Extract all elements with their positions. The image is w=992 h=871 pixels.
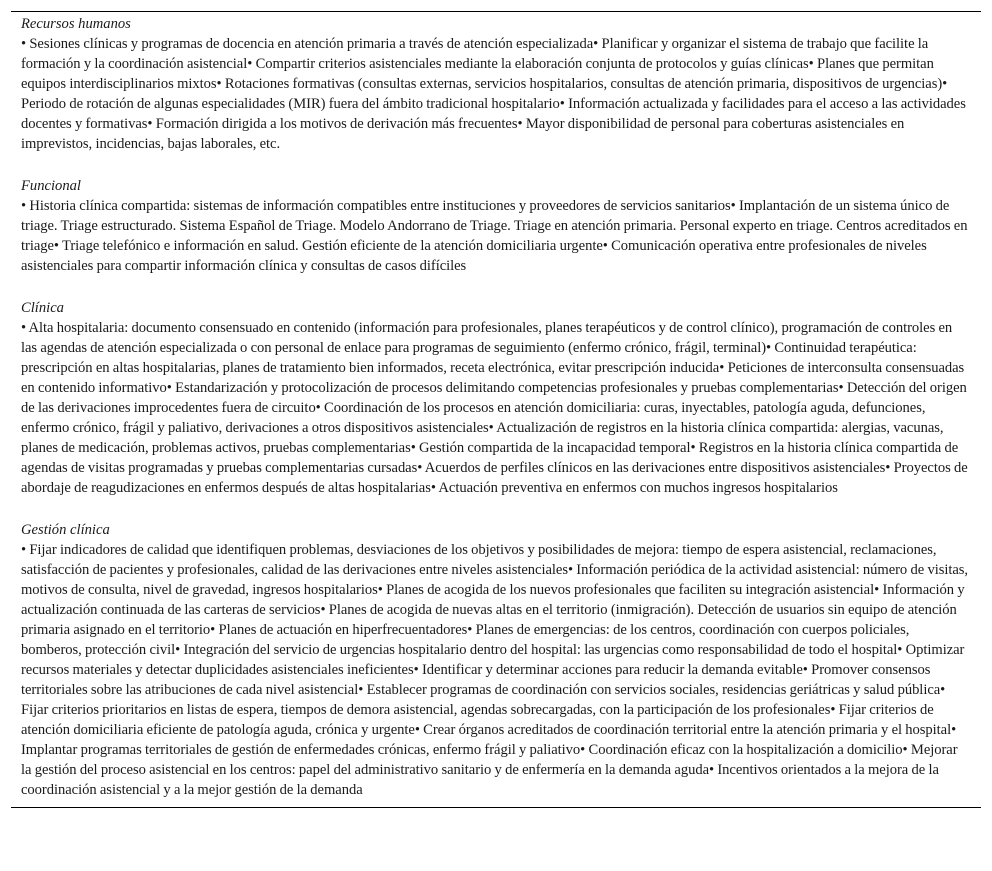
section-text: • Fijar indicadores de calidad que identifiquen problemas, desviaciones de los objetivos y posibilidades de mejora: tiempo de espera asistencial, reclamaciones, satisfacción de pacientes y profesionales, calidad de las derivaciones entre niveles asistenciales• Información periódica de la actividad asistencial: número de visitas, motivos de consulta, nivel de gravedad, ingresos hospitalarios• Planes de acogida de los nuevos profesionales que faciliten su integración asistencial• Información y actualización continuada de las carteras de servicios• Planes de acogida de nuevas altas en el territorio (inmigración). Detección de usuarios sin equipo de atención primaria asignado en el territorio• Planes de actuación en hiperfrecuentadores• Planes de emergencias: de los centros, coordinación con cuerpos policiales, bomberos, protección civil• Integración del servicio de urgencias hospitalario dentro del hospital: las urgencias como responsabilidad de todo el hospital• Optimizar recursos materiales y detectar duplicidades asistenciales ineficientes• Identificar y determinar acciones para reducir la demanda evitable• Promover consensos territoriales sobre las atribuciones de cada nivel asistencial• Establecer programas de coordinación con servicios sociales, residencias geriátricas y salud pública• Fijar criterios prioritarios en listas de espera, tiempos de demora asistencial, agendas sobrecargadas, con la participación de los profesionales• Fijar criterios de atención domiciliaria eficiente de patología aguda, crónica y urgente• Crear órganos acreditados de coordinación territorial entre la atención primaria y el hospital• Implantar programas territoriales de gestión de enfermedades crónicas, enfermo frágil y paliativo• Coordinación eficaz con la hospitalización a domicilio• Mejorar la gestión del proceso asistencial en los centros: papel del administrativo sanitario y de enfermería en la demanda aguda• Incentivos orientados a la mejora de la coordinación asistencial y a la mejor gestión de la demanda xyxy=(21,542,968,798)
section-heading: Gestión clínica xyxy=(21,522,110,538)
section-recursos-humanos xyxy=(11,12,981,154)
measures-table xyxy=(11,11,981,808)
section-heading: Recursos humanos xyxy=(21,16,131,32)
section-text: • Sesiones clínicas y programas de docencia en atención primaria a través de atención especializada• Planificar y organizar el sistema de trabajo que facilite la formación y la coordinación asistencial• Compartir criterios asistenciales mediante la elaboración conjunta de protocolos y guías clínicas• Planes que permitan equipos interdisciplinarios mixtos• Rotaciones formativas (consultas externas, servicios hospitalarios, consultas de atención primaria, dispositivos de urgencias)• Periodo de rotación de algunas especialidades (MIR) fuera del ámbito tradicional hospitalario• Información actualizada y facilidades para el acceso a las actividades docentes y formativas• Formación dirigida a los motivos de derivación más frecuentes• Mayor disponibilidad de personal para coberturas asistenciales en imprevistos, incidencias, bajas laborales, etc. xyxy=(21,36,966,152)
section-heading: Funcional xyxy=(21,178,81,194)
section-clinica xyxy=(11,296,981,498)
section-gestion-clinica xyxy=(11,518,981,807)
section-funcional xyxy=(11,174,981,276)
section-heading: Clínica xyxy=(21,300,64,316)
section-text: • Historia clínica compartida: sistemas de información compatibles entre instituciones y proveedores de servicios sanitarios• Implantación de un sistema único de triage. Triage estructurado. Sistema Español de Triage. Modelo Andorrano de Triage. Triage en atención primaria. Personal experto en triage. Centros acreditados en triage• Triage telefónico e información en salud. Gestión eficiente de la atención domiciliaria urgente• Comunicación operativa entre profesionales de niveles asistenciales para compartir información clínica y consultas de casos difíciles xyxy=(21,198,968,274)
section-text: • Alta hospitalaria: documento consensuado en contenido (información para profesionales, planes terapéuticos y de control clínico), programación de controles en las agendas de atención especializada o con personal de enlace para programas de seguimiento (enfermo crónico, frágil, terminal)• Continuidad terapéutica: prescripción en altas hospitalarias, planes de tratamiento bien informados, receta electrónica, evitar prescripción inducida• Peticiones de interconsulta consensuadas en contenido informativo• Estandarización y protocolización de procesos delimitando competencias profesionales y pruebas complementarias• Detección del origen de las derivaciones improcedentes fuera de circuito• Coordinación de los procesos en atención domiciliaria: curas, inyectables, patología aguda, defunciones, enfermo crónico, frágil y paliativo, derivaciones a otros dispositivos asistenciales• Actualización de registros en la historia clínica compartida: alergias, vacunas, planes de medicación, problemas activos, pruebas complementarias• Gestión compartida de la incapacidad temporal• Registros en la historia clínica compartida de agendas de visitas programadas y pruebas complementarias cursadas• Acuerdos de perfiles clínicos en las derivaciones entre dispositivos asistenciales• Proyectos de abordaje de reagudizaciones en enfermos después de altas hospitalarias• Actuación preventiva en enfermos con muchos ingresos hospitalarios xyxy=(21,320,968,496)
